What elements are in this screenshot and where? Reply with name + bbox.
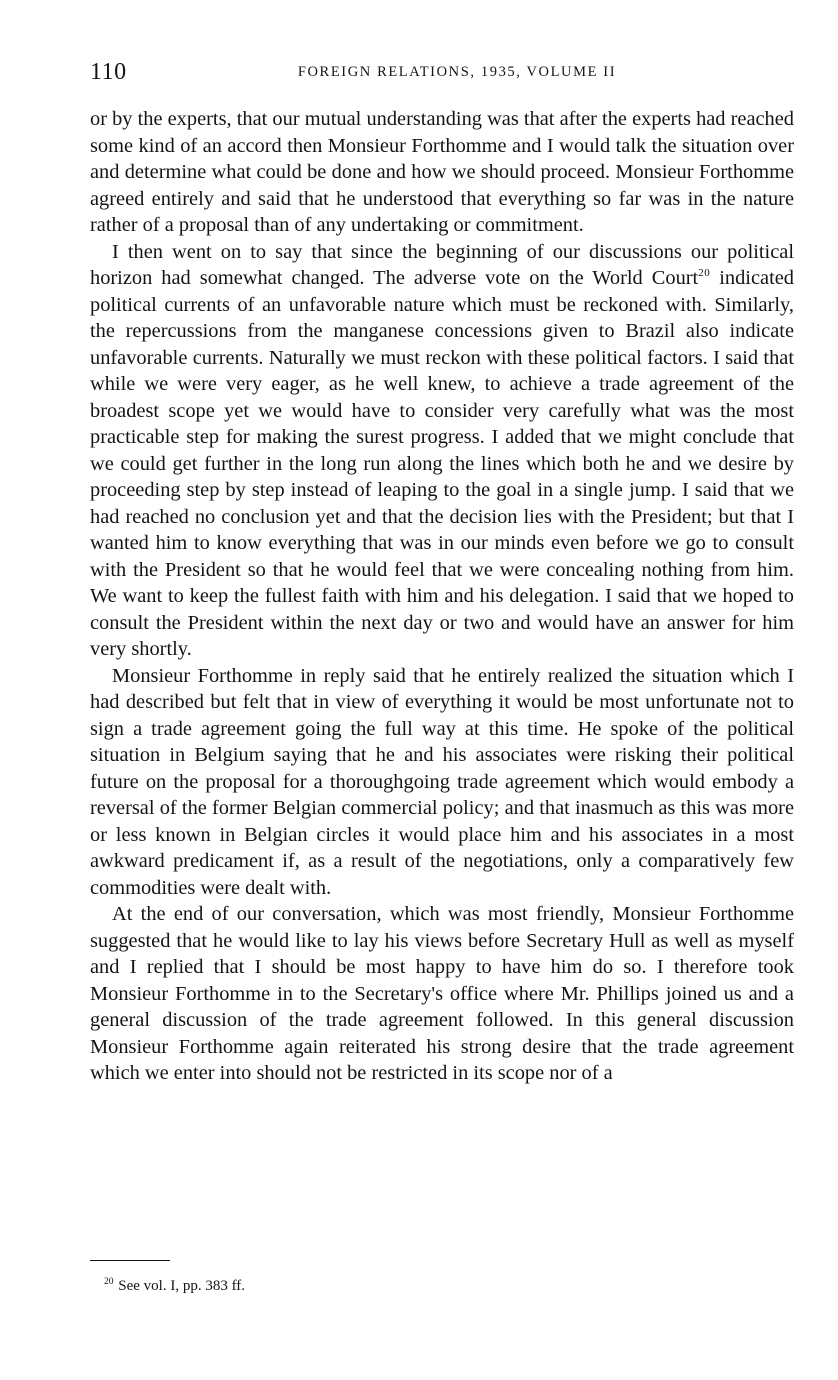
paragraph-2: [90, 239, 794, 663]
paragraph-2-text-end: indicated political currents of an unfavorable nature which must be reckoned with. Similarly, the repercussions from the manganese concessions given to Brazil also indicate unfavorable currents. Naturally we must reckon with these political factors. I said that while we were very eager, as he well knew, to achieve a trade agreement of the broadest scope yet we would have to consider very carefully what was the most practicable step for making the surest progress. I added that we might conclude that we could get further in the long run along the lines which both he and we desire by proceeding step by step instead of leaping to the goal in a single jump. I said that we had reached no conclusion yet and that the decision lies with the President; but that I wanted him to know everything that was in our minds even before we go to consult with the President so that he would feel that we were concealing nothing from him. We want to keep the fullest faith with him and his delegation. I said that we hoped to consult the President within the next day or two and would have an answer for him very shortly.: [90, 267, 794, 660]
body-text: [90, 106, 794, 1087]
paragraph-4: At the end of our conversation, which was most friendly, Monsieur Forthomme suggested that he would like to lay his views before Secretary Hull as well as myself and I replied that I should be most happy to have him do so. I therefore took Monsieur Forthomme in to the Secretary's office where Mr. Phillips joined us and a general discussion of the trade agreement followed. In this general discussion Monsieur Forthomme again reiterated his strong desire that the trade agreement which we enter into should not be restricted in its scope nor of a: [90, 903, 794, 1084]
footnote-reference: 20: [698, 267, 711, 280]
page-number: 110: [90, 59, 127, 85]
running-head: FOREIGN RELATIONS, 1935, VOLUME II: [297, 64, 617, 80]
footnote-divider: [90, 1260, 170, 1261]
footnote-text: See vol. I, pp. 383 ff.: [118, 1278, 246, 1294]
footnote: [104, 1276, 604, 1296]
paragraph-3: Monsieur Forthomme in reply said that he entirely realized the situation which I had described but felt that in view of everything it would be most unfortunate not to sign a trade agreement going the full way at this time. He spoke of the political situation in Belgium saying that he and his associates were risking their political future on the proposal for a thoroughgoing trade agreement which would embody a reversal of the former Belgian commercial policy; and that inasmuch as this was more or less known in Belgian circles it would place him and his associates in a most awkward predicament if, as a result of the negotiations, only a comparatively few commodities were dealt with.: [90, 664, 794, 899]
paragraph-2-text-start: I then went on to say that since the beginning of our discussions our political horizon had somewhat changed. The adverse vote on the World Court: [90, 240, 794, 289]
paragraph-1: or by the experts, that our mutual understanding was that after the experts had reached some kind of an accord then Monsieur Forthomme and I would talk the situation over and determine what could be done and how we should proceed. Monsieur Forthomme agreed entirely and said that he understood that everything so far was in the nature rather of a proposal than of any undertaking or commitment.: [90, 108, 794, 236]
page-header: [90, 57, 794, 87]
footnote-mark: 20: [104, 1277, 114, 1287]
